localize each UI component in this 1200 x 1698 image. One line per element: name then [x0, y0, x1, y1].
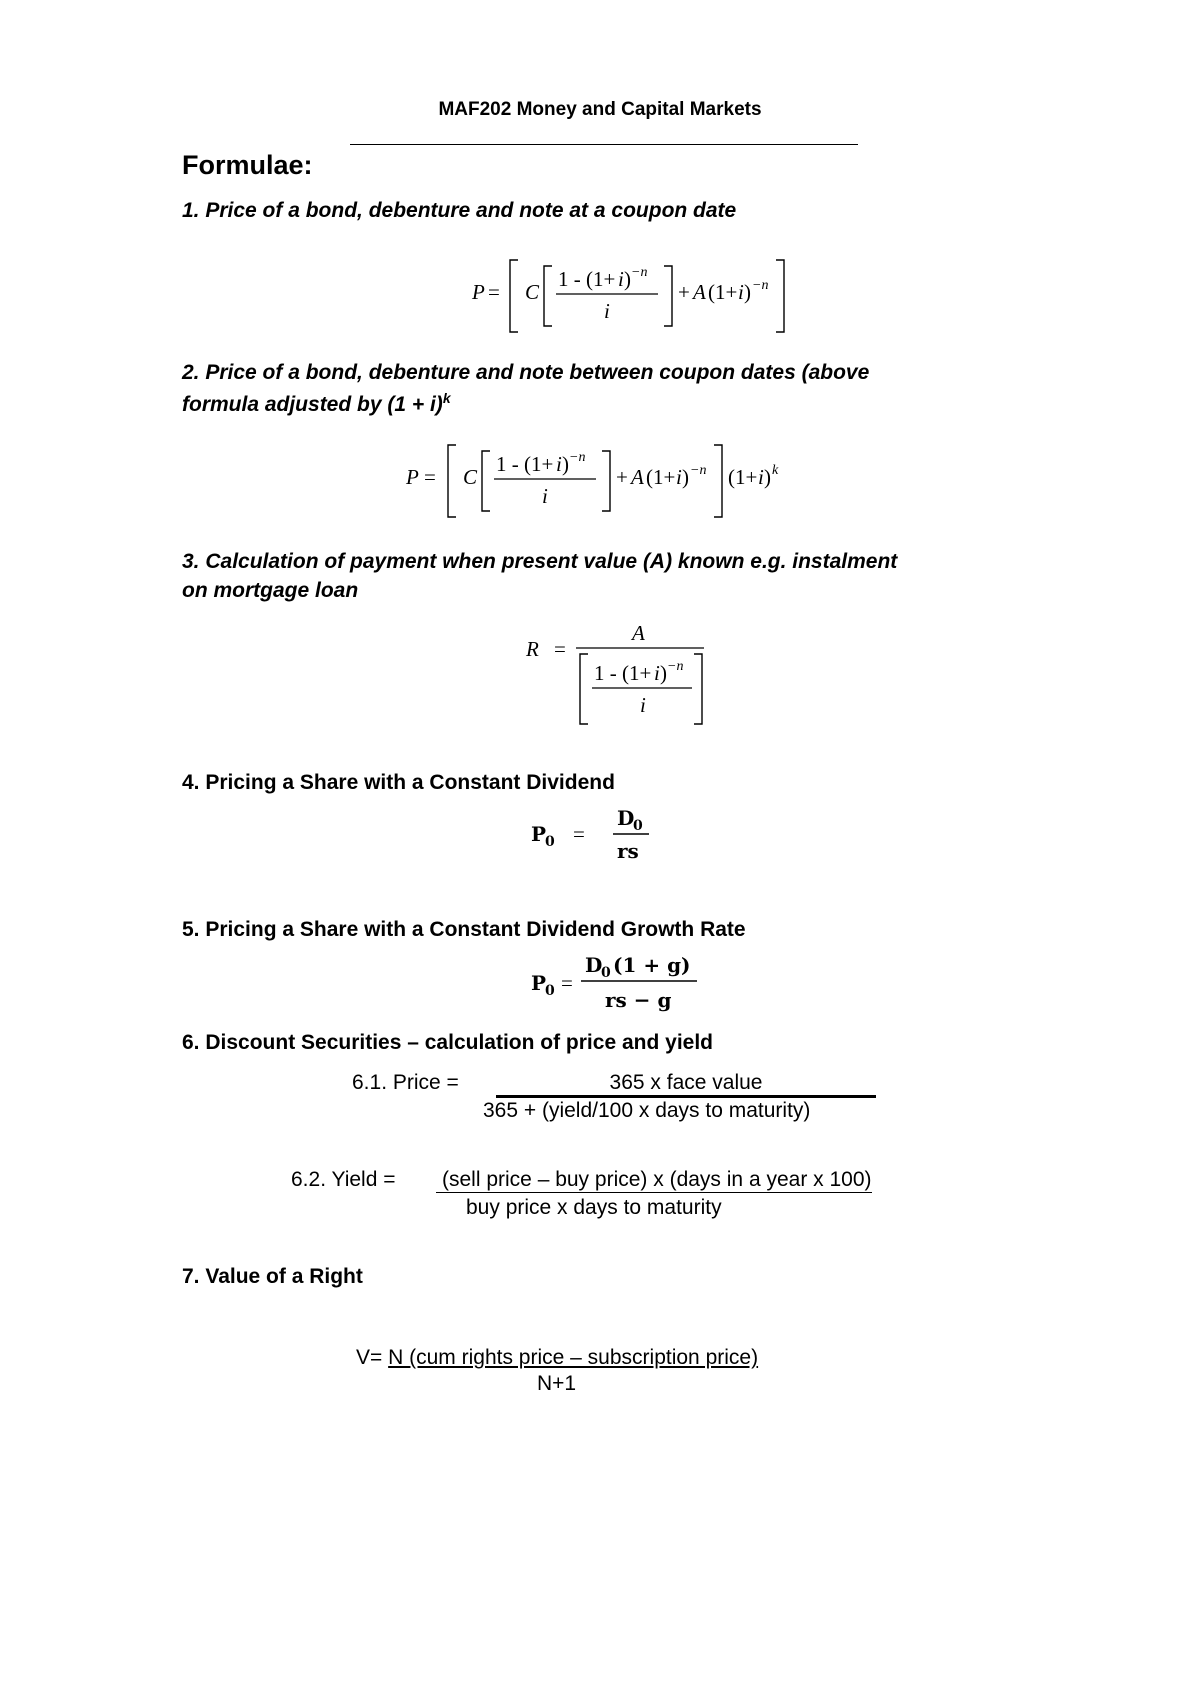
section-5-heading: 5. Pricing a Share with a Constant Dividend Growth Rate [182, 918, 746, 941]
section-2-heading-line2: formula adjusted by $(1 + i)^k$ [182, 390, 451, 416]
svg-text:=: = [573, 822, 585, 846]
section-3-heading-line2: on mortgage loan [182, 579, 359, 602]
svg-text:P: P [406, 465, 419, 489]
svg-text:rs − g: rs − g [605, 988, 672, 1012]
yield-numerator: (sell price – buy price) x (days in a year x 100) [436, 1168, 872, 1193]
constant-dividend-formula [525, 800, 665, 870]
section-3-heading-line1: 3. Calculation of payment when present value (A) known e.g. instalment [182, 550, 898, 573]
svg-text:A: A [632, 621, 645, 645]
svg-text:−n: −n [631, 265, 648, 280]
svg-text:=: = [561, 971, 573, 995]
course-title: MAF202 Money and Capital Markets [438, 99, 762, 120]
svg-text:i: i [556, 452, 562, 476]
svg-text:+: + [616, 465, 628, 489]
svg-text:i: i [618, 267, 624, 291]
svg-text:=: = [488, 280, 500, 304]
svg-text:rs: rs [617, 839, 639, 863]
svg-text:1 - (1+: 1 - (1+ [496, 452, 554, 476]
svg-text:0: 0 [545, 983, 555, 999]
svg-text:A: A [693, 280, 706, 304]
svg-text:i: i [738, 280, 744, 304]
svg-text:i: i [542, 484, 548, 508]
price-label: 6.1. Price = [352, 1071, 459, 1094]
section-1-heading: 1. Price of a bond, debenture and note at a coupon date [182, 199, 737, 222]
svg-text:=: = [554, 637, 566, 661]
bond-price-formula [460, 252, 820, 340]
svg-text:C: C [463, 465, 478, 489]
svg-text:i: i [654, 661, 660, 685]
price-denominator: 365 + (yield/100 x days to maturity) [483, 1099, 811, 1122]
section-4-heading: 4. Pricing a Share with a Constant Dividend [182, 771, 615, 794]
svg-text:D: D [617, 806, 635, 830]
svg-text:R: R [526, 637, 539, 661]
formulae-title: Formulae: [182, 150, 313, 180]
right-value-lhs: V= [356, 1346, 383, 1369]
svg-text:(1+: (1+ [708, 280, 738, 304]
svg-text:i: i [676, 465, 682, 489]
svg-text:): ) [562, 452, 569, 476]
svg-text:P: P [531, 822, 547, 846]
header-rule [350, 144, 858, 145]
svg-text:i: i [604, 299, 610, 323]
svg-text:(1 + g): (1 + g) [613, 953, 691, 977]
right-value-numerator: N (cum rights price – subscription price) [388, 1346, 759, 1369]
dividend-growth-formula [525, 947, 715, 1017]
svg-text:): ) [682, 465, 689, 489]
svg-text:P: P [531, 971, 547, 995]
svg-text:−n: −n [690, 463, 707, 478]
svg-text:−n: −n [752, 278, 769, 293]
svg-text:+: + [678, 280, 690, 304]
svg-text:A: A [631, 465, 644, 489]
svg-text:): ) [624, 267, 631, 291]
svg-text:): ) [660, 661, 667, 685]
svg-text:(1+: (1+ [646, 465, 676, 489]
payment-formula [520, 618, 720, 728]
svg-text:1 - (1+: 1 - (1+ [558, 267, 616, 291]
svg-text:(1+: (1+ [728, 465, 758, 489]
svg-text:P: P [472, 280, 485, 304]
right-value-numerator-line [356, 1346, 758, 1370]
section-2-heading-line1: 2. Price of a bond, debenture and note between coupon dates (above [182, 361, 870, 384]
yield-label: 6.2. Yield = [291, 1168, 396, 1191]
svg-text:C: C [525, 280, 540, 304]
svg-text:): ) [764, 465, 771, 489]
bond-price-between-coupons-formula [398, 437, 818, 525]
svg-text:i: i [640, 693, 646, 717]
svg-text:k: k [772, 463, 779, 478]
right-value-denominator: N+1 [537, 1372, 577, 1395]
section-6-heading: 6. Discount Securities – calculation of price and yield [182, 1031, 713, 1054]
svg-text:−n: −n [569, 450, 586, 465]
svg-text:D: D [585, 953, 603, 977]
yield-denominator: buy price x days to maturity [466, 1196, 722, 1219]
svg-text:1 - (1+: 1 - (1+ [594, 661, 652, 685]
svg-text:0: 0 [601, 965, 611, 981]
svg-text:−n: −n [667, 659, 684, 674]
price-numerator: 365 x face value [496, 1071, 876, 1098]
svg-text:0: 0 [633, 818, 643, 834]
section-7-heading: 7. Value of a Right [182, 1265, 363, 1288]
svg-text:): ) [744, 280, 751, 304]
svg-text:0: 0 [545, 834, 555, 850]
svg-text:i: i [758, 465, 764, 489]
svg-text:=: = [424, 465, 436, 489]
